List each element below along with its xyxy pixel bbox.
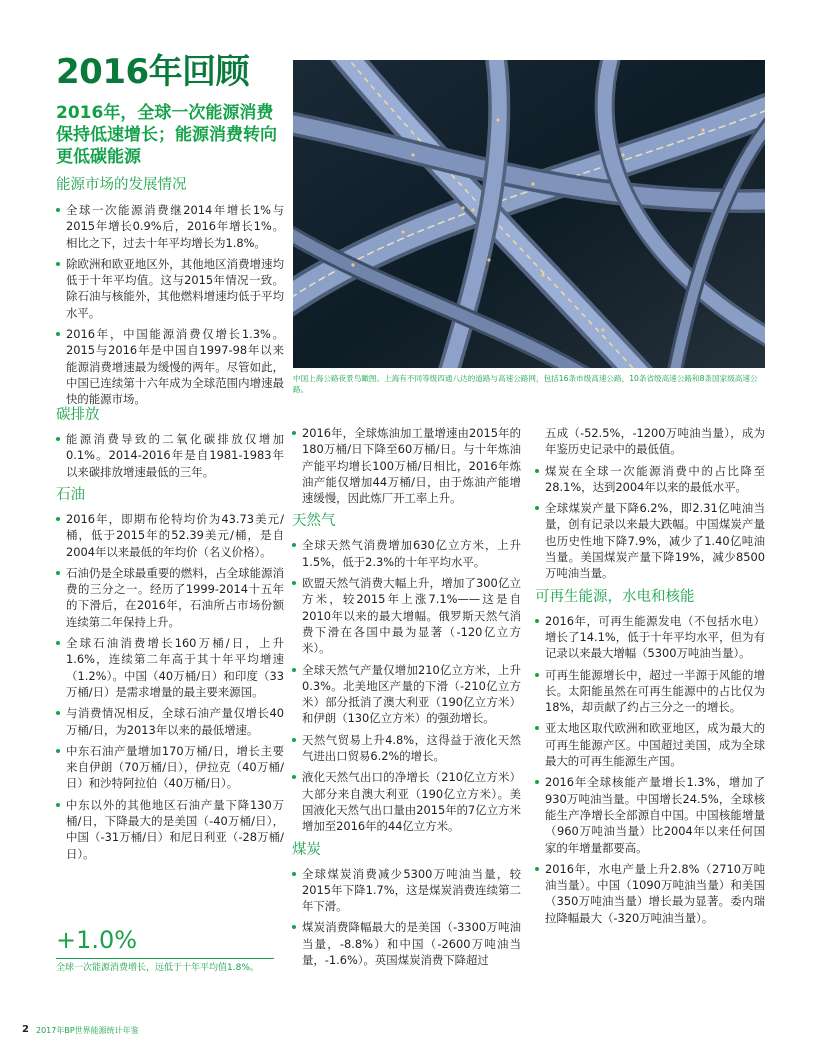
photo-caption: 中国上海公路夜景鸟瞰图。上海有不同等级四通八达的道路与高速公路网，包括16条市级高速公路，10条省级高速公路和8条国家级高速公路。 (293, 374, 758, 394)
list-item: 全球煤炭消费减少5300万吨油当量，较2015年下降1.7%，这是煤炭消费连续第二年下滑。 (292, 866, 521, 915)
list-item: 全球石油消费增长160万桶/日，上升1.6%，连续第二年高于其十年平均增速（1.2%）。中国（40万桶/日）和印度（33万桶/日）是需求增量的最主要来源国。 (56, 635, 284, 700)
highway-illustration (293, 60, 765, 368)
list-item: 2016年，全球炼油加工量增速由2015年的180万桶/日下降至60万桶/日。与十年炼油产能平均增长100万桶/日相比，2016年炼油产能仅增加44万桶/日，由于炼油产能增速缓慢，因此炼厂开工率上升。 (292, 425, 521, 506)
renewables-list (535, 613, 765, 926)
page-number: 2 (22, 1024, 29, 1035)
list-item: 欧盟天然气消费大幅上升，增加了300亿立方米，较2015年上涨7.1%——这是自2010年以来的最大增幅。俄罗斯天然气消费下滑在各国中最为显著（-120亿立方米）。 (292, 575, 521, 656)
coal-list (292, 866, 521, 969)
market-heading: 能源市场的发展情况 (56, 177, 187, 193)
list-item: 与消费情况相反，全球石油产量仅增长40万桶/日，为2013年以来的最低增速。 (56, 705, 284, 738)
highlight-value: +1.0% (56, 926, 138, 954)
highlight-caption: 全球一次能源消费增长，远低于十年平均值1.8%。 (56, 963, 259, 973)
list-item: 煤炭在全球一次能源消费中的占比降至28.1%，达到2004年以来的最低水平。 (535, 463, 765, 496)
highlight-divider (56, 958, 274, 959)
list-item: 全球天然气消费增加630亿立方米，上升1.5%，低于2.3%的十年平均水平。 (292, 537, 521, 570)
list-item: 全球天然气产量仅增加210亿立方米，上升0.3%。北美地区产量的下滑（-210亿立方米）部分抵消了澳大利亚（190亿立方米）和伊朗（130亿立方米）的强劲增长。 (292, 662, 521, 727)
list-item: 石油仍是全球最重要的燃料，占全球能源消费的三分之一。经历了1999-2014十五年的下滑后，在2016年，石油所占市场份额连续第二年保持上升。 (56, 565, 284, 630)
gas-list (292, 537, 521, 834)
coal-list-continued (535, 463, 765, 582)
middle-column (292, 425, 521, 973)
list-item: 液化天然气出口的净增长（210亿立方米）大部分来自澳大利亚（190亿立方米）。美国液化天然气出口量由2015年的7亿立方米增加至2016年的44亿立方米。 (292, 769, 521, 834)
carbon-section (56, 405, 284, 485)
list-item: 2016年全球核能产量增长1.3%，增加了930万吨油当量。中国增长24.5%，全球核能生产净增长全部源自中国。中国核能增量（960万吨油当量）比2004年以来任何国家的年增量都要高。 (535, 774, 765, 855)
right-column (535, 425, 765, 931)
market-section (56, 175, 284, 413)
list-item: 2016年，水电产量上升2.8%（2710万吨油当量）。中国（1090万吨油当量）和美国（350万吨油当量）增长最为显著。委内瑞拉降幅最大（-320万吨油当量）。 (535, 861, 765, 926)
oil-list (56, 511, 284, 862)
gas-heading: 天然气 (292, 513, 336, 530)
publication-name: 2017年BP世界能源统计年鉴 (36, 1026, 139, 1035)
list-item: 除欧洲和欧亚地区外，其他地区消费增速均低于十年平均值。这与2015年情况一致。除石油与核能外，其他燃料增速均低于平均水平。 (56, 256, 284, 321)
coal-continued-text: 五成（-52.5%，-1200万吨油当量），成为年鉴历史记录中的最低值。 (545, 426, 765, 457)
list-item: 天然气贸易上升4.8%，这得益于液化天然气进出口贸易6.2%的增长。 (292, 732, 521, 765)
carbon-list (56, 431, 284, 480)
coal-heading: 煤炭 (292, 841, 321, 858)
lead-summary: 2016年，全球一次能源消费保持低速增长；能源消费转向更低碳能源 (56, 103, 277, 167)
list-item: 中东以外的其他地区石油产量下降130万桶/日，下降最大的是美国（-40万桶/日），中国（-31万桶/日）和尼日利亚（-28万桶/日）。 (56, 797, 284, 862)
list-item: 可再生能源增长中，超过一半源于风能的增长。太阳能虽然在可再生能源中的占比仅为18%，却贡献了约占三分之一的增长。 (535, 667, 765, 716)
list-item: 全球煤炭产量下降6.2%，即2.31亿吨油当量，创有记录以来最大跌幅。中国煤炭产量也历史性地下降7.9%，减少了1.40亿吨油当量。美国煤炭产量下降19%，减少8500万吨油当量。 (535, 500, 765, 581)
list-item: 2016年，即期布伦特均价为43.73美元/桶，低于2015年的52.39美元/桶，是自2004年以来最低的年均价（名义价格）。 (56, 511, 284, 560)
list-item: 亚太地区取代欧洲和欧亚地区，成为最大的可再生能源产区。中国超过美国，成为全球最大的可再生能源生产国。 (535, 720, 765, 769)
renewables-heading: 可再生能源，水电和核能 (535, 588, 695, 605)
page-title: 2016年回顾 (56, 52, 250, 92)
oil-heading: 石油 (56, 487, 85, 503)
list-item: 中东石油产量增加170万桶/日，增长主要来自伊朗（70万桶/日），伊拉克（40万桶/日）和沙特阿拉伯（40万桶/日）。 (56, 743, 284, 792)
oil-section (56, 485, 284, 867)
list-item: 全球一次能源消费继2014年增长1%与2015年增长0.9%后，2016年增长1%。相比之下，过去十年平均增长为1.8%。 (56, 202, 284, 251)
market-list (56, 202, 284, 408)
refining-list (292, 425, 521, 506)
list-item: 2016年，中国能源消费仅增长1.3%。2015与2016年是中国自1997-98年以来能源消费增速最为缓慢的两年。尽管如此，中国已连续第十六年成为全球范围内增速最快的能源市场。 (56, 326, 284, 407)
list-item: 能源消费导致的二氧化碳排放仅增加0.1%。2014-2016年是自1981-1983年以来碳排放增速最低的三年。 (56, 431, 284, 480)
list-item: 2016年，可再生能源发电（不包括水电）增长了14.1%，低于十年平均水平，但为有记录以来最大增幅（5300万吨油当量）。 (535, 613, 765, 662)
highway-photo (293, 60, 765, 368)
carbon-heading: 碳排放 (56, 407, 100, 423)
list-item: 煤炭消费降幅最大的是美国（-3300万吨油当量，-8.8%）和中国（-2600万吨油当量，-1.6%）。英国煤炭消费下降超过 (292, 919, 521, 968)
